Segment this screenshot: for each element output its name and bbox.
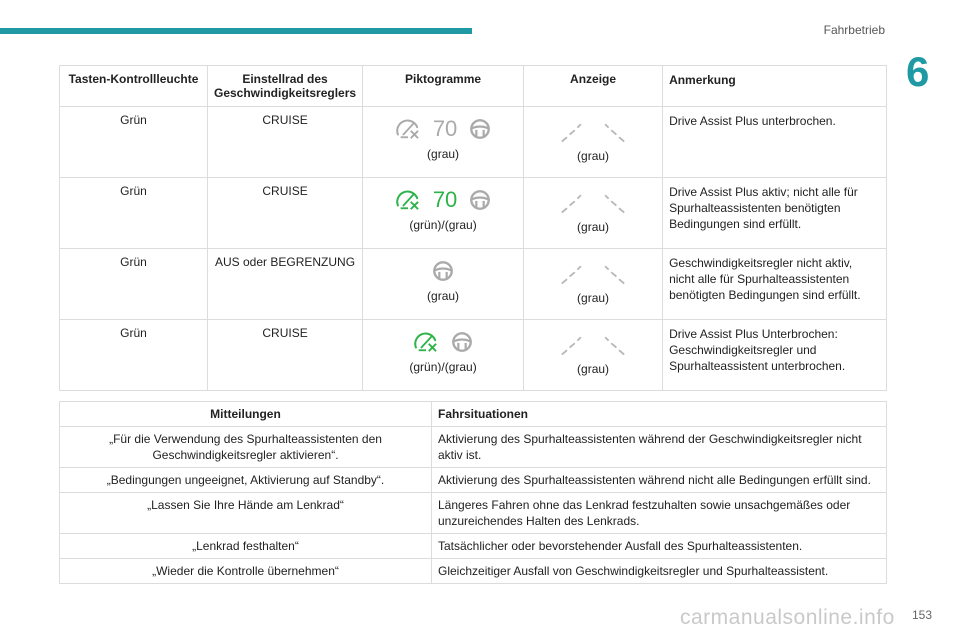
table-row bbox=[60, 178, 887, 249]
display-caption: (grau) bbox=[577, 149, 610, 163]
cruise-control-icon bbox=[395, 189, 421, 211]
pictogram-cell bbox=[363, 249, 524, 320]
display-cell bbox=[524, 249, 663, 320]
pictogram-caption: (grün)/(grau) bbox=[409, 360, 477, 374]
note-cell: Drive Assist Plus unterbrochen. bbox=[663, 107, 887, 178]
lane-lines-icon bbox=[557, 332, 629, 358]
table-row bbox=[60, 107, 887, 178]
table-row bbox=[60, 493, 887, 534]
pictogram-group bbox=[369, 188, 517, 212]
table-row bbox=[60, 559, 887, 584]
table-row bbox=[60, 249, 887, 320]
table-row bbox=[60, 468, 887, 493]
messages-table bbox=[59, 401, 887, 584]
lane-lines-icon bbox=[557, 190, 629, 216]
display-cell bbox=[524, 320, 663, 391]
led-cell: Grün bbox=[60, 178, 208, 249]
display-caption: (grau) bbox=[577, 220, 610, 234]
column-header: Einstellrad des Geschwindigkeitsreglers bbox=[208, 66, 363, 107]
lane-lines-icon bbox=[557, 119, 629, 145]
led-cell: Grün bbox=[60, 249, 208, 320]
column-header: Anmerkung bbox=[663, 66, 887, 107]
steering-wheel-icon bbox=[469, 189, 491, 211]
led-cell: Grün bbox=[60, 107, 208, 178]
table-header-row bbox=[60, 66, 887, 107]
steering-wheel-icon bbox=[469, 118, 491, 140]
watermark: carmanualsonline.info bbox=[680, 606, 895, 629]
message-cell: „Lassen Sie Ihre Hände am Lenkrad“ bbox=[60, 493, 432, 534]
pictogram-group bbox=[369, 330, 517, 354]
table-row bbox=[60, 320, 887, 391]
page-number: 153 bbox=[912, 608, 933, 622]
wheel-cell: CRUISE bbox=[208, 178, 363, 249]
situation-cell: Tatsächlicher oder bevorstehender Ausfall des Spurhalteassistenten. bbox=[432, 534, 887, 559]
column-header: Piktogramme bbox=[363, 66, 524, 107]
pictogram-caption: (grau) bbox=[427, 147, 460, 161]
note-cell: Drive Assist Plus Unterbrochen: Geschwindigkeitsregler und Spurhalteassistent unterbrochen. bbox=[663, 320, 887, 391]
led-cell: Grün bbox=[60, 320, 208, 391]
table-row bbox=[60, 534, 887, 559]
note-cell: Geschwindigkeitsregler nicht aktiv, nicht alle für Spurhalteassistenten benötigten Bedingungen sind erfüllt. bbox=[663, 249, 887, 320]
header-accent-bar bbox=[0, 28, 472, 34]
note-cell: Drive Assist Plus aktiv; nicht alle für Spurhalteassistenten benötigten Bedingungen sind erfüllt. bbox=[663, 178, 887, 249]
pictogram-cell bbox=[363, 178, 524, 249]
wheel-cell: AUS oder BEGRENZUNG bbox=[208, 249, 363, 320]
pictogram-group bbox=[369, 117, 517, 141]
pictogram-caption: (grün)/(grau) bbox=[409, 218, 477, 232]
column-header: Anzeige bbox=[524, 66, 663, 107]
message-cell: „Bedingungen ungeeignet, Aktivierung auf Standby“. bbox=[60, 468, 432, 493]
display-cell bbox=[524, 107, 663, 178]
steering-wheel-icon bbox=[432, 260, 454, 282]
wheel-cell: CRUISE bbox=[208, 107, 363, 178]
table-row bbox=[60, 427, 887, 468]
wheel-cell: CRUISE bbox=[208, 320, 363, 391]
lane-lines-icon bbox=[557, 261, 629, 287]
pictogram-caption: (grau) bbox=[427, 289, 460, 303]
message-cell: „Lenkrad festhalten“ bbox=[60, 534, 432, 559]
cruise-control-icon bbox=[395, 118, 421, 140]
speed-value: 70 bbox=[432, 187, 458, 212]
display-caption: (grau) bbox=[577, 291, 610, 305]
situation-cell: Aktivierung des Spurhalteassistenten während der Geschwindigkeitsregler nicht aktiv ist. bbox=[432, 427, 887, 468]
pictogram-cell bbox=[363, 320, 524, 391]
section-title: Fahrbetrieb bbox=[823, 23, 885, 37]
situation-cell: Längeres Fahren ohne das Lenkrad festzuhalten sowie unsachgemäßes oder unzureichendes Halten des Lenkrads. bbox=[432, 493, 887, 534]
message-cell: „Für die Verwendung des Spurhalteassistenten den Geschwindigkeitsregler aktivieren“. bbox=[60, 427, 432, 468]
pictogram-group bbox=[369, 259, 517, 283]
situation-cell: Gleichzeitiger Ausfall von Geschwindigkeitsregler und Spurhalteassistent. bbox=[432, 559, 887, 584]
display-caption: (grau) bbox=[577, 362, 610, 376]
message-cell: „Wieder die Kontrolle übernehmen“ bbox=[60, 559, 432, 584]
chapter-number: 6 bbox=[906, 48, 930, 95]
column-header: Mitteilungen bbox=[60, 402, 432, 427]
pictogram-cell bbox=[363, 107, 524, 178]
table-header-row bbox=[60, 402, 887, 427]
indicator-table bbox=[59, 65, 887, 391]
display-cell bbox=[524, 178, 663, 249]
cruise-control-icon bbox=[413, 331, 439, 353]
speed-value: 70 bbox=[432, 116, 458, 141]
steering-wheel-icon bbox=[451, 331, 473, 353]
column-header: Fahrsituationen bbox=[432, 402, 887, 427]
situation-cell: Aktivierung des Spurhalteassistenten während nicht alle Bedingungen erfüllt sind. bbox=[432, 468, 887, 493]
column-header: Tasten-Kontrollleuchte bbox=[60, 66, 208, 107]
